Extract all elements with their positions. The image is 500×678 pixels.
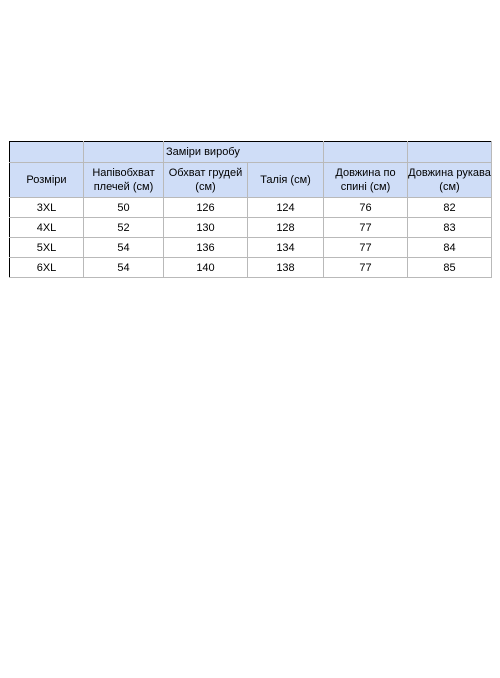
- value-cell: 52: [84, 218, 164, 238]
- size-cell: 5XL: [10, 238, 84, 258]
- size-cell: 3XL: [10, 198, 84, 218]
- value-cell: 85: [408, 258, 492, 278]
- value-cell: 77: [324, 218, 408, 238]
- value-cell: 50: [84, 198, 164, 218]
- value-cell: 77: [324, 238, 408, 258]
- value-cell: 54: [84, 238, 164, 258]
- measurements-table: [9, 141, 492, 278]
- value-cell: 134: [248, 238, 324, 258]
- value-cell: 83: [408, 218, 492, 238]
- value-cell: 82: [408, 198, 492, 218]
- table-row: [10, 218, 492, 238]
- value-cell: 77: [324, 258, 408, 278]
- value-cell: 128: [248, 218, 324, 238]
- header-shoulders: Напівобхват плечей (см): [84, 163, 164, 198]
- header-row: [10, 163, 492, 198]
- value-cell: 138: [248, 258, 324, 278]
- value-cell: 130: [164, 218, 248, 238]
- header-chest: Обхват грудей (см): [164, 163, 248, 198]
- value-cell: 126: [164, 198, 248, 218]
- header-sizes: Розміри: [10, 163, 84, 198]
- table-row: [10, 198, 492, 218]
- table-title: Заміри виробу: [164, 142, 324, 163]
- value-cell: 136: [164, 238, 248, 258]
- title-row: [10, 142, 492, 163]
- size-cell: 6XL: [10, 258, 84, 278]
- header-back-length: Довжина по спині (см): [324, 163, 408, 198]
- value-cell: 54: [84, 258, 164, 278]
- header-waist: Талія (см): [248, 163, 324, 198]
- header-sleeve-length: Довжина рукава (см): [408, 163, 492, 198]
- table-row: [10, 238, 492, 258]
- value-cell: 76: [324, 198, 408, 218]
- value-cell: 124: [248, 198, 324, 218]
- title-spacer-cell: [84, 142, 164, 163]
- title-spacer-cell: [408, 142, 492, 163]
- title-spacer-cell: [324, 142, 408, 163]
- table-row: [10, 258, 492, 278]
- title-spacer-cell: [10, 142, 84, 163]
- value-cell: 84: [408, 238, 492, 258]
- size-cell: 4XL: [10, 218, 84, 238]
- value-cell: 140: [164, 258, 248, 278]
